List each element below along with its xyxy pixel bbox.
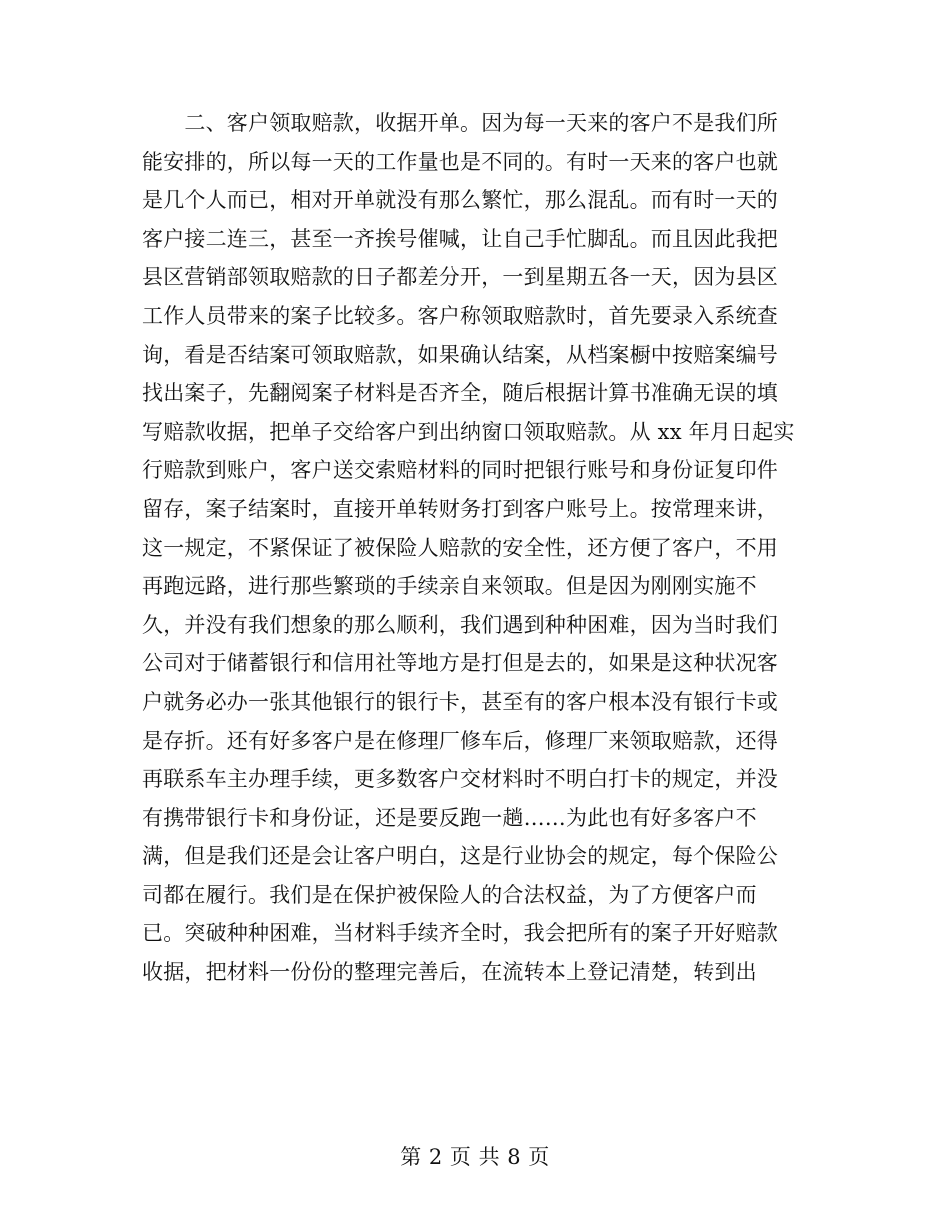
- text-line: 是几个人而已，相对开单就没有那么繁忙，那么混乱。而有时一天的: [142, 188, 778, 213]
- text-line: 公司对于储蓄银行和信用社等地方是打但是去的，如果是这种状况客: [142, 651, 778, 676]
- text-line: 司都在履行。我们是在保护被保险人的合法权益，为了方便客户而: [142, 882, 757, 907]
- text-line: 行赔款到账户，客户送交索赔材料的同时把银行账号和身份证复印件: [142, 458, 778, 483]
- text-line: 有携带银行卡和身份证，还是要反跑一趟……为此也有好多客户不: [142, 805, 757, 830]
- text-line: 再联系车主办理手续，更多数客户交材料时不明白打卡的规定，并没: [142, 767, 778, 792]
- text-line: 询，看是否结案可领取赔款，如果确认结案，从档案橱中按赔案编号: [142, 342, 778, 367]
- text-line: 写赔款收据，把单子交给客户到出纳窗口领取赔款。从 xx 年月日起实: [142, 419, 795, 444]
- text-line: 能安排的，所以每一天的工作量也是不同的。有时一天来的客户也就: [142, 149, 778, 174]
- body-paragraph: [142, 104, 822, 992]
- text-line: 找出案子，先翻阅案子材料是否齐全，随后根据计算书准确无误的填: [142, 381, 778, 406]
- text-line: 满，但是我们还是会让客户明白，这是行业协会的规定，每个保险公: [142, 844, 778, 869]
- text-line: 二、客户领取赔款，收据开单。因为每一天来的客户不是我们所: [142, 111, 778, 135]
- text-line: 留存，案子结案时，直接开单转财务打到客户账号上。按常理来讲，: [142, 496, 778, 521]
- text-line: 工作人员带来的案子比较多。客户称领取赔款时，首先要录入系统查: [142, 303, 778, 328]
- text-line: 户就务必办一张其他银行的银行卡，甚至有的客户根本没有银行卡或: [142, 689, 778, 714]
- text-line: 已。突破种种困难，当材料手续齐全时，我会把所有的案子开好赔款: [142, 921, 778, 946]
- text-line: 是存折。还有好多客户是在修理厂修车后，修理厂来领取赔款，还得: [142, 728, 778, 753]
- text-line: 这一规定，不紧保证了被保险人赔款的安全性，还方便了客户，不用: [142, 535, 778, 560]
- text-line: 县区营销部领取赔款的日子都差分开，一到星期五各一天，因为县区: [142, 265, 778, 290]
- text-line: 收据，把材料一份份的整理完善后，在流转本上登记清楚，转到出: [142, 960, 757, 985]
- text-line: 客户接二连三，甚至一齐挨号催喊，让自己手忙脚乱。而且因此我把: [142, 226, 778, 251]
- text-line: 再跑远路，进行那些繁琐的手续亲自来领取。但是因为刚刚实施不: [142, 574, 757, 599]
- text-line: 久，并没有我们想象的那么顺利，我们遇到种种困难，因为当时我们: [142, 612, 778, 637]
- page-number-footer: 第 2 页 共 8 页: [400, 1145, 550, 1169]
